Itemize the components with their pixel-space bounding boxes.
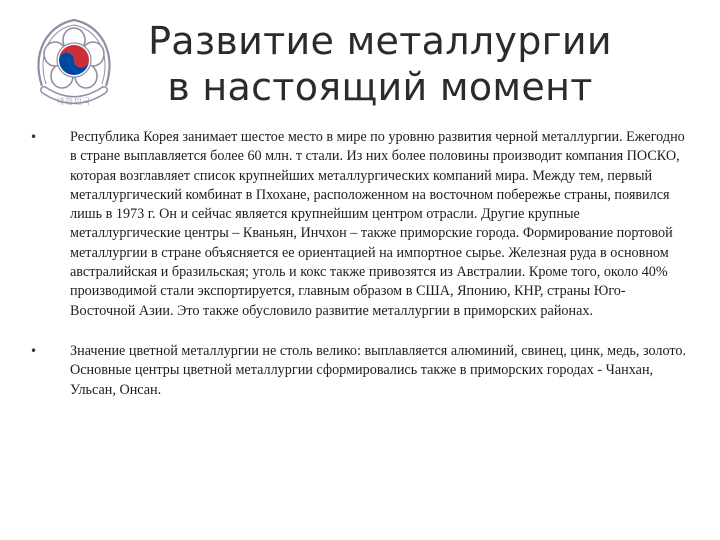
slide-title-line-1: Развитие металлургии	[148, 19, 612, 63]
bullet-marker: •	[30, 343, 38, 358]
slide-title	[120, 18, 640, 110]
bullet-marker: •	[30, 130, 38, 144]
bullet-item-ferrous	[28, 128, 690, 321]
bullet-list	[28, 128, 690, 421]
svg-text:대한민국: 대한민국	[56, 97, 92, 106]
bullet-text-nonferrous: Значение цветной металлургии не столь велико: выплавляется алюминий, свинец, цинк, медь, золото. Основные центры цветной металлургии сформировались также в приморских городах - Чанхан, Ульсан, Онсан.	[70, 342, 687, 398]
korea-emblem-icon	[28, 14, 120, 120]
bullet-item-nonferrous	[28, 342, 690, 400]
slide-title-line-2: в настоящий момент	[167, 65, 593, 109]
bullet-text-ferrous: Республика Корея занимает шестое место в мире по уровню развития черной металлургии. Ежегодно в стране выплавляется более 60 млн. т стали. Из них более половины производит компания ПОСКО, которая возглавляет список крупнейших металлургических компаний мира. Между тем, первый металлургический комбинат в Пхохане, расположенном на восточном побережье страны, появился лишь в 1973 г. Он и сейчас является крупнейшим центром отрасли. Другие крупные металлургические центры – Кваньян, Инчхон – также приморские города. Формирование портовой металлургии в стране объясняется ее ориентацией на импортное сырье. Железная руда в основном австралийская и бразильская; уголь и кокс также привозятся из Австралии. Кроме того, около 40% производимой стали экспортируется, главным образом в США, Японию, КНР, страны Юго- Восточной Азии. Это также обусловило развитие металлургии в приморских районах.	[70, 129, 685, 319]
